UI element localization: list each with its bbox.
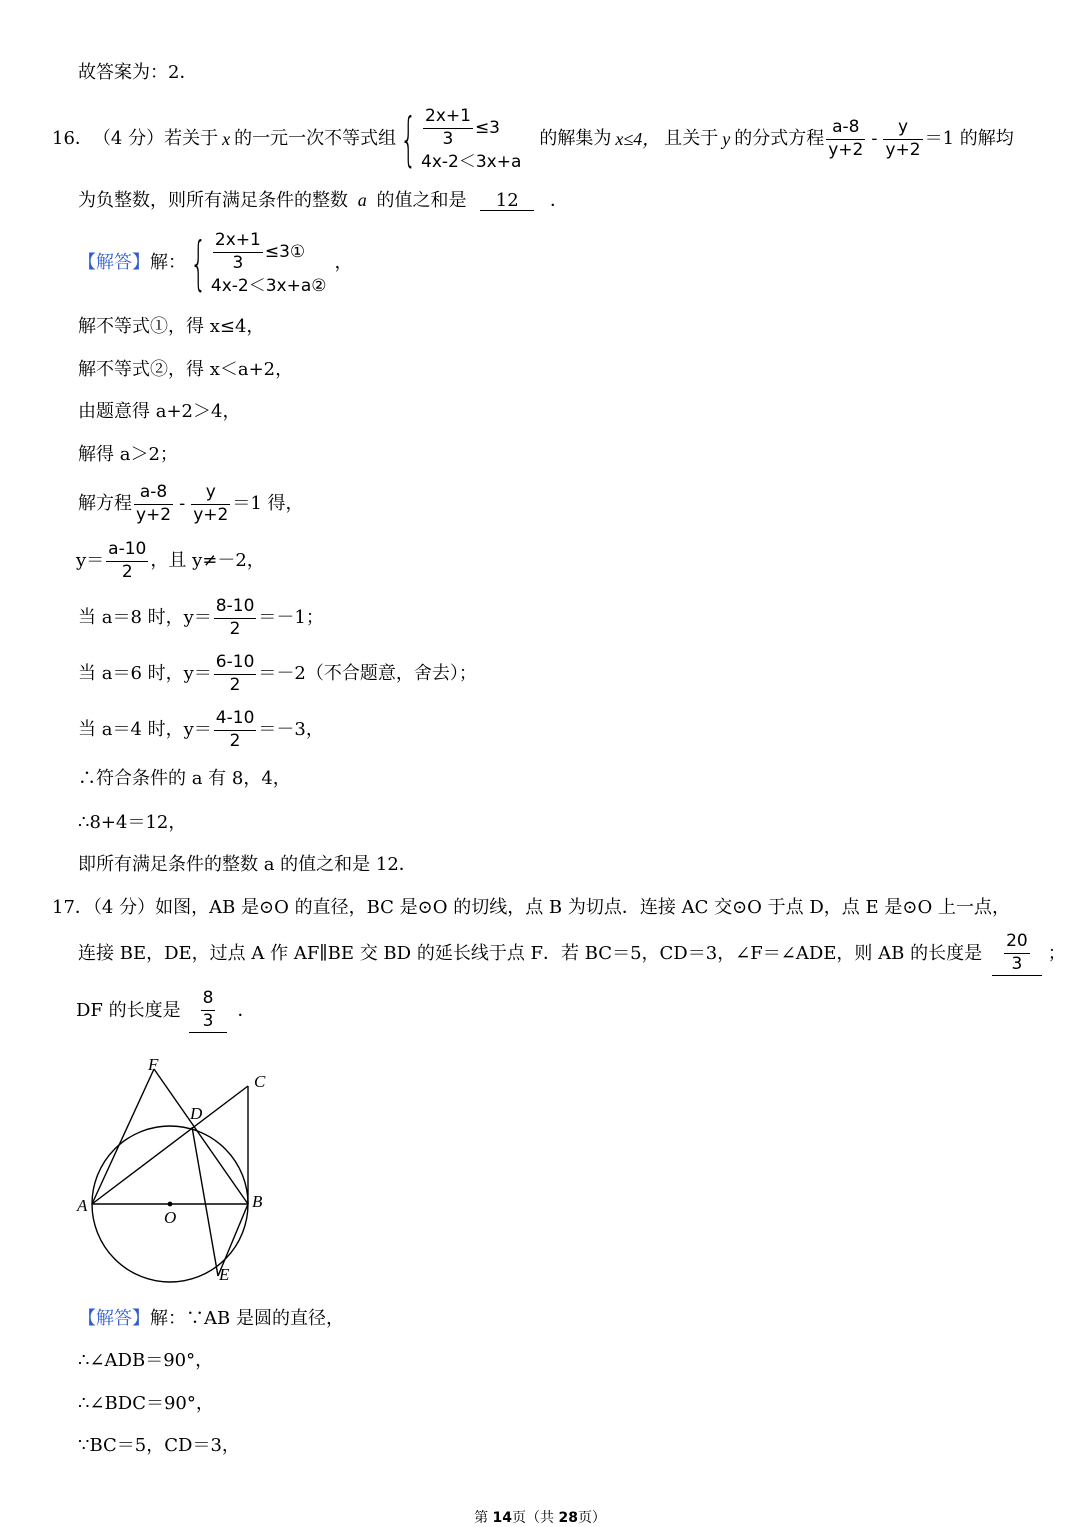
frac-num: 4-10 <box>214 709 257 731</box>
text: ＝1 得， <box>232 493 304 514</box>
q16-text: 且关于 <box>664 128 719 149</box>
sol16-header <box>78 222 353 304</box>
text: ＝－1； <box>258 607 324 628</box>
answer-blank <box>992 932 1042 975</box>
sol16-line11: ∴8+4＝12， <box>78 812 187 833</box>
q16-text: 若关于 <box>164 128 219 149</box>
frac-den: 3 <box>1011 954 1023 974</box>
q16-text: 的解集为 <box>539 128 612 149</box>
label-a: A <box>77 1196 88 1215</box>
sol16-line2: 解不等式②，得 x＜a+2， <box>78 359 294 380</box>
text: 当 a＝4 时，y＝ <box>78 719 212 740</box>
q16-text: 的值之和是 <box>376 190 467 211</box>
sol16-line6 <box>76 537 265 585</box>
footer-text: 页） <box>577 1510 606 1526</box>
var-y: y <box>722 129 731 149</box>
q17-line1: 17．（4 分）如图，AB 是⊙O 的直径，BC 是⊙O 的切线，点 B 为切点．连接 AC 交⊙O 于点 D，点 E 是⊙O 上一点， <box>52 897 1010 918</box>
frac-num: a-10 <box>106 540 148 562</box>
text: 当 a＝6 时，y＝ <box>78 663 212 684</box>
sol17-line2: ∴∠ADB＝90°， <box>78 1350 214 1371</box>
frac-den: y+2 <box>136 504 172 525</box>
frac-den: y+2 <box>885 139 921 160</box>
page-number: 14 <box>492 1510 512 1526</box>
q16-text: 为负整数，则所有满足条件的整数 <box>78 190 348 211</box>
q16-line2 <box>78 191 568 211</box>
label-d: D <box>190 1104 203 1123</box>
var-x: x <box>222 129 231 149</box>
answer-blank: 12 <box>480 192 534 211</box>
label-b: B <box>252 1192 263 1211</box>
frac-num: 8-10 <box>214 597 257 619</box>
text: y＝ <box>76 550 105 571</box>
sol16-line5 <box>78 480 304 528</box>
solution-tag: 【解答】 <box>78 1308 150 1329</box>
footer-text: 第 <box>474 1510 493 1526</box>
frac-num: y <box>883 118 922 140</box>
segment-de <box>192 1127 218 1276</box>
sol16-line8 <box>78 650 477 698</box>
sol17-line3: ∴∠BDC＝90°， <box>78 1393 214 1414</box>
sol16-line7 <box>78 594 324 642</box>
frac-num: a-8 <box>826 118 865 140</box>
minus-sign: - <box>179 493 186 514</box>
sol16-line4: 解得 a＞2； <box>78 444 178 465</box>
frac-den: y+2 <box>193 504 229 525</box>
label-f: F <box>148 1055 159 1074</box>
label-o: O <box>164 1208 177 1227</box>
frac-num: 6-10 <box>214 653 257 675</box>
q17-text: DF 的长度是 <box>76 1000 181 1021</box>
q16-text: ＝1 的解均 <box>924 128 1014 149</box>
sol16-line3: 由题意得 a+2＞4， <box>78 401 241 422</box>
q16-text: 的分式方程 <box>734 128 825 149</box>
segment-af <box>92 1069 154 1204</box>
text: 解方程 <box>78 493 132 514</box>
frac-num: y <box>191 483 230 505</box>
answer-blank <box>189 989 228 1032</box>
sol16-line12: 即所有满足条件的整数 a 的值之和是 12． <box>78 854 417 875</box>
solution-tag: 【解答】 <box>78 252 150 273</box>
minus-sign: - <box>871 128 878 149</box>
text: ＝－3， <box>258 719 324 740</box>
var-a: a <box>357 190 367 210</box>
q16-line1 <box>52 98 1014 180</box>
inequality-rel: ≤3 <box>474 118 500 138</box>
inequality-row2: 4x-2＜3x+a <box>421 151 522 172</box>
punct: ； <box>1047 943 1066 964</box>
sol16-line9 <box>78 706 324 754</box>
q16-text: ． <box>549 190 568 211</box>
q16-score: （4 分） <box>92 128 165 149</box>
page-footer <box>0 1507 1080 1527</box>
frac-den: 3 <box>202 1011 214 1031</box>
left-brace: { <box>400 105 417 173</box>
footer-text: 页（共 <box>512 1510 559 1526</box>
segment-ac <box>92 1086 248 1204</box>
inequality-rel: ≤3① <box>264 242 306 262</box>
frac-den: 3 <box>232 253 244 273</box>
frac-num: 2x+1 <box>213 231 263 253</box>
sol16-line10: ∴符合条件的 a 有 8，4， <box>78 768 291 789</box>
frac-num: 8 <box>201 989 216 1011</box>
frac-den: y+2 <box>828 139 864 160</box>
frac-den: 2 <box>121 561 133 582</box>
q16-number: 16． <box>52 128 93 149</box>
sol16-line1: 解不等式①，得 x≤4， <box>78 316 265 337</box>
text: 当 a＝8 时，y＝ <box>78 607 212 628</box>
center-dot <box>168 1202 173 1207</box>
frac-num: 20 <box>1004 932 1030 954</box>
q17-line2 <box>78 930 1066 978</box>
q16-cond: x≤4， <box>615 129 661 149</box>
q17-line3 <box>76 987 255 1035</box>
label-c: C <box>254 1072 266 1091</box>
frac-num: a-8 <box>134 483 173 505</box>
left-brace: { <box>190 229 207 297</box>
inequality-system <box>396 105 522 173</box>
frac-den: 2 <box>229 730 241 751</box>
solution-intro: 解： <box>150 252 186 273</box>
sol17-line4: ∵BC＝5，CD＝3， <box>78 1435 240 1456</box>
sol17-line1 <box>78 1310 344 1328</box>
frac-den: 2 <box>229 674 241 695</box>
top-answer-line: 故答案为：2． <box>78 62 198 83</box>
punct: ， <box>334 252 353 273</box>
frac-num: 2x+1 <box>423 107 473 129</box>
text: ＝－2（不合题意，舍去）； <box>258 663 477 684</box>
q17-text: 连接 BE，DE，过点 A 作 AF∥BE 交 BD 的延长线于点 F．若 BC＝5，CD＝3，∠F＝∠ADE，则 AB 的长度是 <box>78 943 983 964</box>
inequality-row2: 4x-2＜3x+a② <box>210 275 327 296</box>
q16-text: 的一元一次不等式组 <box>234 128 397 149</box>
text: 解：∵AB 是圆的直径， <box>150 1308 344 1329</box>
segment-fb <box>154 1069 248 1204</box>
inequality-system <box>186 229 327 297</box>
page-total: 28 <box>558 1510 578 1526</box>
frac-den: 2 <box>229 618 241 639</box>
frac-den: 3 <box>442 129 454 149</box>
geometry-figure <box>72 1050 292 1290</box>
text: ，且 y≠－2， <box>150 550 265 571</box>
punct: ． <box>237 1000 256 1021</box>
label-e: E <box>219 1265 230 1284</box>
